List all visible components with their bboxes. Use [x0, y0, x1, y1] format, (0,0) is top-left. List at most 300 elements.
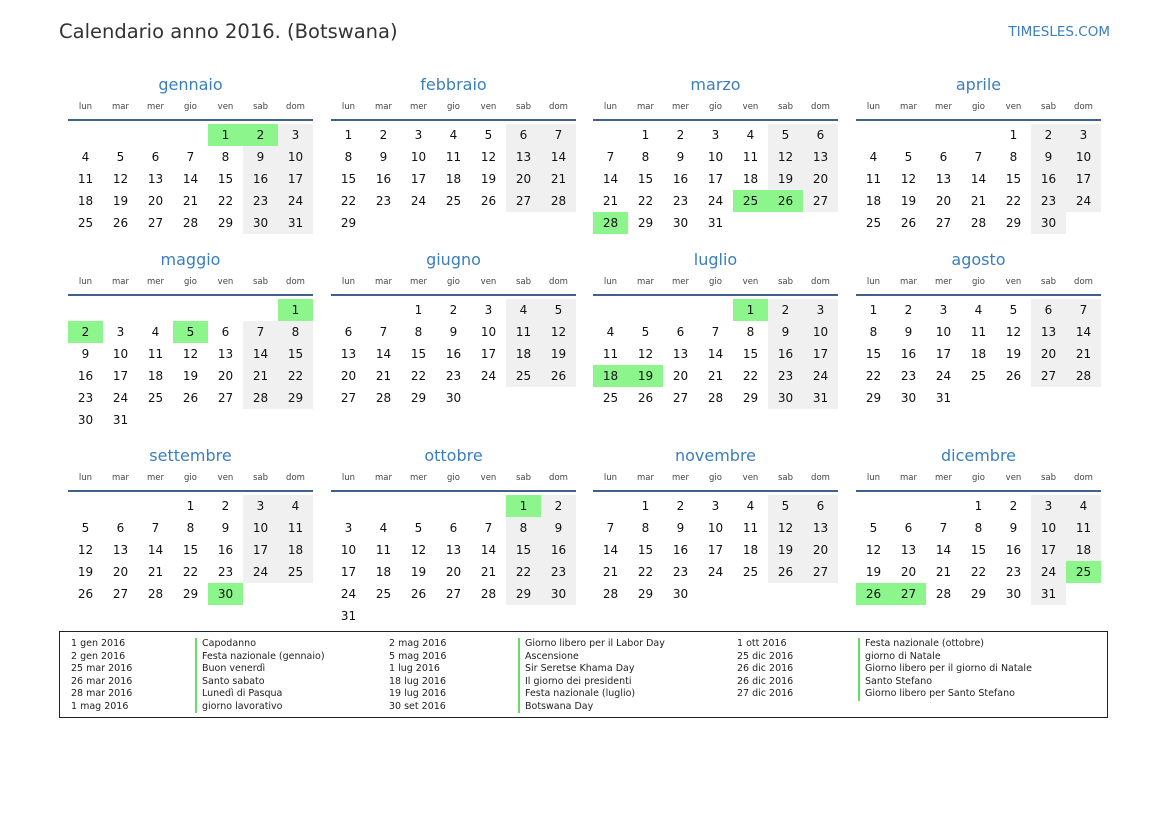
day-cell: 8	[414, 325, 423, 339]
day-cell: 3	[278, 124, 313, 146]
month-name: ottobre	[424, 446, 483, 465]
day-cell: 3	[116, 325, 125, 339]
weekday-label: dom	[811, 473, 830, 483]
day-cell: 2	[1009, 499, 1018, 513]
day-cell: 22	[865, 369, 882, 383]
day-cell: 30	[1031, 212, 1066, 234]
day-cell: 20	[445, 565, 462, 579]
day-cell: 27	[340, 391, 357, 405]
holiday-day-cell: 1	[278, 299, 313, 321]
weekday-label: lun	[78, 102, 93, 112]
day-cell: 21	[541, 168, 576, 190]
day-cell: 30	[243, 212, 278, 234]
day-cell: 23	[672, 194, 689, 208]
holiday-day-cell: 25	[733, 190, 768, 212]
site-link[interactable]: TIMESLES.COM	[1008, 24, 1110, 40]
day-cell: 8	[869, 325, 878, 339]
day-cell: 9	[243, 146, 278, 168]
day-cell: 15	[340, 172, 357, 186]
day-cell: 31	[278, 212, 313, 234]
day-cell: 6	[116, 521, 125, 535]
day-cell: 16	[541, 539, 576, 561]
weekday-label: mar	[375, 102, 392, 112]
day-cell: 11	[742, 150, 759, 164]
day-cell: 6	[151, 150, 160, 164]
month-name: agosto	[951, 250, 1006, 269]
day-cell: 8	[1009, 150, 1018, 164]
weekday-label: mar	[900, 277, 917, 287]
day-cell: 28	[480, 587, 497, 601]
legend-holiday-name: Festa nazionale (gennaio)	[195, 651, 325, 664]
holiday-day-cell: 26	[856, 583, 891, 605]
legend-holiday-name: Giorno libero per Santo Stefano	[858, 688, 1032, 701]
holiday-day-cell: 2	[68, 321, 103, 343]
day-cell: 12	[182, 347, 199, 361]
holiday-day-cell: 19	[628, 365, 663, 387]
day-cell: 30	[1005, 587, 1022, 601]
month-name: settembre	[149, 446, 232, 465]
day-cell: 21	[182, 194, 199, 208]
weekday-label: dom	[549, 473, 568, 483]
day-cell: 14	[480, 543, 497, 557]
holiday-day-cell: 18	[593, 365, 628, 387]
weekday-label: sab	[252, 473, 269, 483]
day-cell: 15	[182, 543, 199, 557]
month-novembre	[593, 445, 838, 627]
day-cell: 20	[900, 565, 917, 579]
month-name: novembre	[674, 446, 757, 465]
weekday-label: gio	[709, 473, 722, 483]
weekday-label: sab	[1040, 277, 1057, 287]
day-cell: 11	[77, 172, 94, 186]
legend-date: 1 lug 2016	[389, 663, 440, 674]
legend-date: 1 ott 2016	[737, 638, 787, 649]
day-cell: 1	[186, 499, 195, 513]
day-cell: 4	[746, 128, 755, 142]
day-cell: 12	[900, 172, 917, 186]
weekday-label: mer	[671, 473, 689, 483]
day-cell: 27	[1031, 365, 1066, 387]
day-cell: 10	[340, 543, 357, 557]
day-cell: 18	[742, 172, 759, 186]
day-cell: 24	[1031, 561, 1066, 583]
weekday-label: lun	[603, 102, 618, 112]
day-cell: 17	[410, 172, 427, 186]
day-cell: 30	[77, 413, 94, 427]
legend-holiday-name: giorno di Natale	[858, 651, 1032, 664]
day-cell: 31	[935, 391, 952, 405]
day-cell: 5	[414, 521, 423, 535]
weekday-header	[856, 271, 1101, 293]
weekday-header	[331, 96, 576, 118]
holiday-day-cell: 26	[768, 190, 803, 212]
weekday-label: dom	[549, 102, 568, 112]
day-cell: 5	[768, 124, 803, 146]
days-grid	[331, 495, 576, 627]
day-cell: 4	[506, 299, 541, 321]
weekday-label: sab	[1040, 102, 1057, 112]
day-cell: 5	[1009, 303, 1018, 317]
day-cell: 5	[541, 299, 576, 321]
day-cell: 28	[375, 391, 392, 405]
day-cell: 9	[81, 347, 90, 361]
day-cell: 23	[445, 369, 462, 383]
day-cell: 13	[900, 543, 917, 557]
day-cell: 16	[77, 369, 94, 383]
legend-holiday-name: Giorno libero per il Labor Day	[518, 638, 665, 651]
day-cell: 31	[803, 387, 838, 409]
day-cell: 9	[1031, 146, 1066, 168]
header-rule	[856, 119, 1101, 121]
day-cell: 6	[221, 325, 230, 339]
weekday-label: lun	[341, 102, 356, 112]
day-cell: 26	[182, 391, 199, 405]
weekday-label: ven	[217, 277, 234, 287]
weekday-label: sab	[252, 277, 269, 287]
day-cell: 29	[506, 583, 541, 605]
day-cell: 4	[151, 325, 160, 339]
day-cell: 17	[707, 543, 724, 557]
day-cell: 1	[641, 128, 650, 142]
day-cell: 20	[803, 168, 838, 190]
month-dicembre	[856, 445, 1101, 627]
day-cell: 17	[1066, 168, 1101, 190]
day-cell: 2	[221, 499, 230, 513]
day-cell: 27	[445, 587, 462, 601]
weekday-label: ven	[480, 102, 497, 112]
weekday-label: sab	[1040, 473, 1057, 483]
legend-holiday-name: Buon venerdì	[195, 663, 325, 676]
day-cell: 25	[506, 365, 541, 387]
weekday-label: gio	[709, 102, 722, 112]
day-cell: 16	[768, 343, 803, 365]
day-cell: 16	[1031, 168, 1066, 190]
day-cell: 15	[410, 347, 427, 361]
weekday-header	[331, 467, 576, 489]
day-cell: 5	[768, 495, 803, 517]
weekday-label: ven	[1005, 277, 1022, 287]
weekday-label: mer	[146, 277, 164, 287]
day-cell: 10	[1031, 517, 1066, 539]
day-cell: 29	[865, 391, 882, 405]
day-cell: 7	[606, 521, 615, 535]
legend-holiday-name: Lunedì di Pasqua	[195, 688, 325, 701]
day-cell: 21	[970, 194, 987, 208]
day-cell: 16	[375, 172, 392, 186]
day-cell: 6	[803, 124, 838, 146]
day-cell: 17	[480, 347, 497, 361]
weekday-label: lun	[866, 277, 881, 287]
weekday-label: ven	[742, 473, 759, 483]
weekday-label: mar	[637, 102, 654, 112]
header-rule	[593, 490, 838, 492]
day-cell: 29	[340, 216, 357, 230]
days-grid	[331, 299, 576, 431]
day-cell: 27	[112, 587, 129, 601]
days-grid	[593, 124, 838, 256]
weekday-label: gio	[447, 473, 460, 483]
day-cell: 17	[243, 539, 278, 561]
weekday-header	[68, 96, 313, 118]
weekday-label: lun	[603, 277, 618, 287]
day-cell: 19	[768, 539, 803, 561]
legend-holiday-name: giorno lavorativo	[195, 701, 325, 714]
day-cell: 30	[900, 391, 917, 405]
day-cell: 2	[1031, 124, 1066, 146]
header-rule	[68, 294, 313, 296]
day-cell: 6	[904, 521, 913, 535]
weekday-label: ven	[742, 102, 759, 112]
day-cell: 26	[480, 194, 497, 208]
legend-date: 1 mag 2016	[71, 700, 129, 712]
weekday-label: sab	[252, 102, 269, 112]
day-cell: 4	[974, 303, 983, 317]
weekday-label: mer	[934, 473, 952, 483]
holiday-legend	[59, 631, 1108, 718]
days-grid	[68, 299, 313, 431]
day-cell: 24	[340, 587, 357, 601]
weekday-header	[593, 467, 838, 489]
day-cell: 18	[147, 369, 164, 383]
day-cell: 8	[974, 521, 983, 535]
day-cell: 15	[637, 543, 654, 557]
day-cell: 4	[1066, 495, 1101, 517]
day-cell: 4	[606, 325, 615, 339]
day-cell: 14	[182, 172, 199, 186]
day-cell: 26	[541, 365, 576, 387]
weekday-header	[856, 96, 1101, 118]
month-name: maggio	[160, 250, 221, 269]
day-cell: 1	[641, 499, 650, 513]
day-cell: 7	[711, 325, 720, 339]
day-cell: 16	[445, 347, 462, 361]
day-cell: 7	[484, 521, 493, 535]
day-cell: 12	[637, 347, 654, 361]
day-cell: 16	[217, 543, 234, 557]
day-cell: 20	[803, 539, 838, 561]
day-cell: 10	[1066, 146, 1101, 168]
day-cell: 24	[278, 190, 313, 212]
day-cell: 13	[803, 146, 838, 168]
day-cell: 24	[480, 369, 497, 383]
day-cell: 24	[112, 391, 129, 405]
day-cell: 6	[939, 150, 948, 164]
legend-dates-col-3	[737, 638, 793, 701]
day-cell: 29	[410, 391, 427, 405]
legend-date: 28 mar 2016	[71, 688, 133, 699]
day-cell: 8	[186, 521, 195, 535]
day-cell: 26	[410, 587, 427, 601]
day-cell: 13	[112, 543, 129, 557]
page-title: Calendario anno 2016. (Botswana)	[59, 20, 398, 43]
weekday-label: dom	[811, 102, 830, 112]
day-cell: 3	[711, 499, 720, 513]
day-cell: 6	[676, 325, 685, 339]
day-cell: 7	[974, 150, 983, 164]
month-marzo	[593, 74, 838, 256]
legend-date: 5 mag 2016	[389, 650, 447, 662]
day-cell: 22	[410, 369, 427, 383]
day-cell: 6	[449, 521, 458, 535]
day-cell: 24	[410, 194, 427, 208]
day-cell: 18	[278, 539, 313, 561]
day-cell: 13	[1031, 321, 1066, 343]
weekday-label: gio	[447, 102, 460, 112]
day-cell: 14	[707, 347, 724, 361]
day-cell: 11	[602, 347, 619, 361]
day-cell: 21	[602, 565, 619, 579]
header-rule	[331, 119, 576, 121]
weekday-label: mar	[900, 473, 917, 483]
header-rule	[68, 119, 313, 121]
day-cell: 22	[217, 194, 234, 208]
days-grid	[68, 124, 313, 256]
legend-date: 30 set 2016	[389, 700, 446, 712]
weekday-label: sab	[777, 102, 794, 112]
day-cell: 26	[112, 216, 129, 230]
days-grid	[593, 299, 838, 431]
weekday-label: dom	[286, 473, 305, 483]
day-cell: 9	[449, 325, 458, 339]
day-cell: 14	[602, 543, 619, 557]
day-cell: 15	[278, 343, 313, 365]
weekday-label: sab	[515, 473, 532, 483]
day-cell: 28	[147, 587, 164, 601]
weekday-header	[856, 467, 1101, 489]
day-cell: 21	[1066, 343, 1101, 365]
weekday-label: mer	[934, 277, 952, 287]
weekday-label: mar	[112, 277, 129, 287]
legend-date: 2 gen 2016	[71, 650, 126, 662]
day-cell: 9	[379, 150, 388, 164]
day-cell: 15	[742, 347, 759, 361]
day-cell: 23	[672, 565, 689, 579]
days-grid	[68, 495, 313, 627]
weekday-label: ven	[217, 102, 234, 112]
day-cell: 19	[112, 194, 129, 208]
day-cell: 21	[935, 565, 952, 579]
header-rule	[68, 490, 313, 492]
day-cell: 20	[112, 565, 129, 579]
day-cell: 1	[414, 303, 423, 317]
legend-holiday-name: Sir Seretse Khama Day	[518, 663, 665, 676]
weekday-header	[68, 467, 313, 489]
day-cell: 3	[1031, 495, 1066, 517]
weekday-label: lun	[78, 473, 93, 483]
legend-holiday-name: Il giorno dei presidenti	[518, 676, 665, 689]
day-cell: 21	[375, 369, 392, 383]
weekday-label: sab	[777, 473, 794, 483]
month-gennaio	[68, 74, 313, 256]
day-cell: 4	[449, 128, 458, 142]
day-cell: 28	[541, 190, 576, 212]
legend-holiday-name: Festa nazionale (luglio)	[518, 688, 665, 701]
day-cell: 23	[768, 365, 803, 387]
day-cell: 7	[606, 150, 615, 164]
weekday-header	[331, 271, 576, 293]
day-cell: 1	[1009, 128, 1018, 142]
day-cell: 11	[865, 172, 882, 186]
day-cell: 10	[112, 347, 129, 361]
day-cell: 15	[217, 172, 234, 186]
day-cell: 17	[340, 565, 357, 579]
day-cell: 5	[81, 521, 90, 535]
day-cell: 30	[541, 583, 576, 605]
day-cell: 10	[243, 517, 278, 539]
weekday-label: lun	[866, 473, 881, 483]
weekday-label: mer	[409, 473, 427, 483]
day-cell: 19	[900, 194, 917, 208]
weekday-label: mar	[637, 473, 654, 483]
day-cell: 12	[410, 543, 427, 557]
day-cell: 9	[904, 325, 913, 339]
header-rule	[856, 294, 1101, 296]
day-cell: 27	[803, 561, 838, 583]
day-cell: 27	[147, 216, 164, 230]
day-cell: 2	[541, 495, 576, 517]
day-cell: 22	[970, 565, 987, 579]
day-cell: 27	[672, 391, 689, 405]
weekday-label: mer	[671, 277, 689, 287]
legend-dates-col-2	[389, 638, 446, 713]
day-cell: 10	[803, 321, 838, 343]
day-cell: 23	[77, 391, 94, 405]
day-cell: 3	[243, 495, 278, 517]
day-cell: 14	[970, 172, 987, 186]
day-cell: 23	[1031, 190, 1066, 212]
weekday-label: dom	[1074, 102, 1093, 112]
legend-date: 25 mar 2016	[71, 663, 133, 674]
day-cell: 4	[869, 150, 878, 164]
day-cell: 26	[77, 587, 94, 601]
day-cell: 6	[344, 325, 353, 339]
weekday-label: gio	[184, 102, 197, 112]
day-cell: 4	[746, 499, 755, 513]
day-cell: 20	[935, 194, 952, 208]
day-cell: 9	[676, 521, 685, 535]
day-cell: 18	[77, 194, 94, 208]
day-cell: 14	[375, 347, 392, 361]
day-cell: 18	[506, 343, 541, 365]
day-cell: 30	[445, 391, 462, 405]
header-rule	[593, 294, 838, 296]
day-cell: 5	[484, 128, 493, 142]
legend-date: 19 lug 2016	[389, 688, 446, 699]
legend-date: 18 lug 2016	[389, 675, 446, 687]
day-cell: 25	[147, 391, 164, 405]
weekday-label: dom	[811, 277, 830, 287]
day-cell: 26	[1005, 369, 1022, 383]
weekday-label: mer	[146, 102, 164, 112]
day-cell: 25	[77, 216, 94, 230]
day-cell: 13	[340, 347, 357, 361]
day-cell: 27	[506, 190, 541, 212]
day-cell: 12	[768, 146, 803, 168]
legend-names-col-2	[518, 638, 665, 713]
day-cell: 23	[900, 369, 917, 383]
day-cell: 15	[970, 543, 987, 557]
day-cell: 5	[904, 150, 913, 164]
day-cell: 23	[1005, 565, 1022, 579]
day-cell: 20	[340, 369, 357, 383]
day-cell: 19	[77, 565, 94, 579]
day-cell: 30	[768, 387, 803, 409]
day-cell: 30	[672, 587, 689, 601]
day-cell: 4	[379, 521, 388, 535]
day-cell: 8	[641, 521, 650, 535]
day-cell: 7	[939, 521, 948, 535]
day-cell: 12	[77, 543, 94, 557]
